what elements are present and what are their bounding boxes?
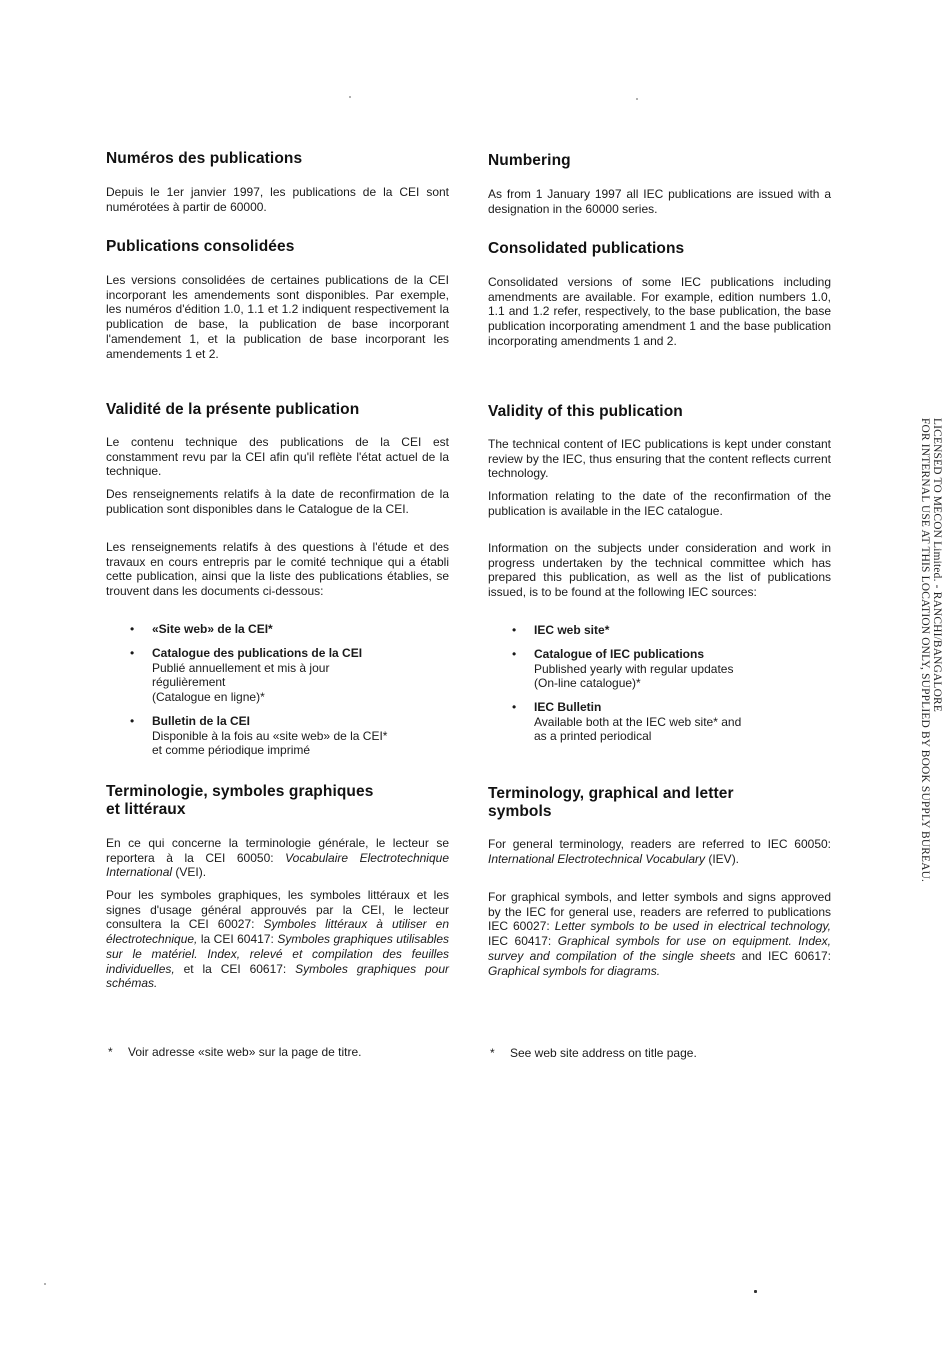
text-publications-consolidees: Les versions consolidées de certaines publications de la CEI incorporant les amendements sont disponibles. Par exemple, les numéros d'édition 1.0, 1.1 et 1.2 indiquent respectivement la publication de base, la publication de base incorporant l'amendement 1, et la publication de base incorporant les amendements 1 et 2. (106, 273, 449, 361)
text-validity-2: Information relating to the date of the reconfirmation of the publication is available in the IEC catalogue. (488, 489, 831, 518)
license-line: LICENSED TO MECON Limited. - RANCHI/BANGALORE (931, 418, 943, 712)
text-consolidated-publications: Consolidated versions of some IEC publications including amendments are available. For example, edition numbers 1.0, 1.1 and 1.2 refer, respectively, to the base publication, the base publication incorporating amendment 1 and the base publication incorporating amendments 1 and 2. (488, 275, 831, 348)
heading-numeros: Numéros des publications (106, 150, 303, 167)
bullet-icon: • (130, 622, 135, 636)
footnote-en (490, 1046, 697, 1060)
source-web-site: IEC web site* (534, 623, 610, 637)
heading-publications-consolidees: Publications consolidées (106, 238, 295, 255)
text-terminology-1: For general terminology, readers are referred to IEC 60050: International Electrotechnical Vocabulary (IEV). (488, 837, 831, 866)
list-item (106, 622, 449, 646)
sources-list-en (488, 623, 831, 744)
source-catalogue-desc: Published yearly with regular updates (534, 661, 734, 676)
text-validite-2: Des renseignements relatifs à la date de reconfirmation de la publication sont disponibles dans le Catalogue de la CEI. (106, 487, 449, 516)
list-item (488, 623, 831, 647)
footnote-star: * (490, 1046, 495, 1060)
heading-validite: Validité de la présente publication (106, 401, 360, 418)
scan-speck (44, 1283, 46, 1285)
source-bulletin-desc: Available both at the IEC web site* and (534, 714, 742, 729)
english-column (488, 0, 831, 1100)
source-catalogue: Catalogue des publications de la CEI (152, 646, 363, 660)
bullet-icon: • (130, 646, 135, 660)
source-catalogue-desc: (Catalogue en ligne)* (152, 690, 265, 705)
source-catalogue-desc: (On-line catalogue)* (534, 676, 641, 691)
heading-line: Terminologie, symboles graphiques (106, 783, 374, 800)
bullet-icon: • (130, 714, 135, 728)
source-catalogue-desc: Publié annuellement et mis à jour (152, 660, 330, 675)
bullet-icon: • (512, 647, 517, 661)
heading-line: Terminology, graphical and letter (488, 785, 734, 802)
footnote-fr (108, 1045, 361, 1059)
heading-line: symbols (488, 803, 552, 820)
text-terminologie-2: Pour les symboles graphiques, les symboles littéraux et les signes d'usage général approuvés par la CEI, le lecteur consultera la CEI 60027: Symboles littéraux à utiliser en électrotechnique, la CEI 60417: Symboles graphiques utilisables sur le matériel. Index, relevé et compilation des feuilles individuelles, et la CEI 60617: Symboles graphiques pour schémas. (106, 888, 449, 991)
list-item (488, 647, 831, 700)
scan-speck (754, 1290, 757, 1293)
list-item (106, 714, 449, 758)
text-terminology-2: For graphical symbols, and letter symbols and signs approved by the IEC for general use, readers are referred to publications IEC 60027: Letter symbols to be used in electrical technology, IEC 60417: Graphical symbols for use on equipment. Index, survey and compilation of the single sheets and IEC 60617: Graphical symbols for diagrams. (488, 890, 832, 978)
source-catalogue-desc: régulièrement (152, 675, 226, 690)
text-numbering: As from 1 January 1997 all IEC publications are issued with a designation in the 60000 series. (488, 187, 831, 216)
source-bulletin: IEC Bulletin (534, 700, 602, 714)
text-terminologie-1: En ce qui concerne la terminologie générale, le lecteur se reportera à la CEI 60050: Vocabulaire Electrotechnique International (VEI). (106, 836, 449, 880)
license-line: FOR INTERNAL USE AT THIS LOCATION ONLY, SUPPLIED BY BOOK SUPPLY BUREAU. (919, 418, 932, 883)
bullet-icon: • (512, 623, 517, 637)
list-item (488, 700, 831, 744)
source-bulletin-desc: et comme périodique imprimé (152, 743, 311, 758)
text-validite-1: Le contenu technique des publications de la CEI est constamment revu par la CEI afin qu'il reflète l'état actuel de la technique. (106, 435, 449, 479)
text-validity-3: Information on the subjects under consideration and work in progress undertaken by the technical committee which has prepared this publication, as well as the list of publications issued, is to be found at the following IEC sources: (488, 541, 831, 600)
heading-validity: Validity of this publication (488, 403, 683, 420)
heading-numbering: Numbering (488, 152, 571, 169)
license-stamp (919, 418, 942, 882)
text-validite-3: Les renseignements relatifs à des questions à l'étude et des travaux en cours entrepris par le comité technique qui a établi cette publication, ainsi que la liste des publications établies, se trouvent dans les documents ci-dessous: (106, 540, 449, 599)
heading-line: et littéraux (106, 801, 186, 818)
bullet-icon: • (512, 700, 517, 714)
list-item (106, 646, 449, 714)
source-catalogue: Catalogue of IEC publications (534, 647, 705, 661)
footnote-text: Voir adresse «site web» sur la page de titre. (128, 1045, 362, 1059)
source-bulletin-desc: as a printed periodical (534, 729, 652, 744)
text-validity-1: The technical content of IEC publications is kept under constant review by the IEC, thus ensuring that the content reflects current technology. (488, 437, 831, 481)
source-bulletin: Bulletin de la CEI (152, 714, 251, 728)
scan-speck (349, 96, 351, 98)
french-column (106, 0, 449, 1100)
footnote-text: See web site address on title page. (510, 1046, 697, 1060)
source-web-site: «Site web» de la CEI* (152, 622, 273, 636)
scan-speck (636, 98, 638, 100)
text-numeros: Depuis le 1er janvier 1997, les publications de la CEI sont numérotées à partir de 60000. (106, 185, 449, 214)
sources-list-fr (106, 622, 449, 758)
footnote-star: * (108, 1045, 113, 1059)
source-bulletin-desc: Disponible à la fois au «site web» de la CEI* (152, 728, 388, 743)
heading-terminologie (106, 783, 449, 819)
heading-terminology (488, 785, 831, 821)
heading-consolidated-publications: Consolidated publications (488, 240, 685, 257)
